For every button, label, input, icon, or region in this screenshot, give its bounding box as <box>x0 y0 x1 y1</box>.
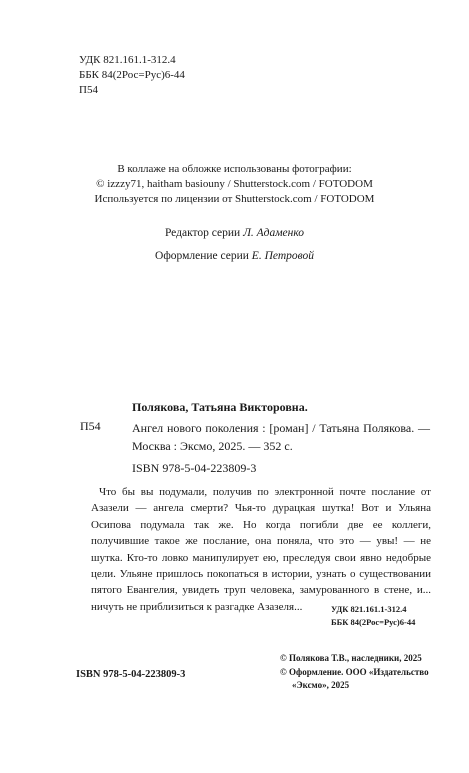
bbk-code: ББК 84(2Рос=Рус)6-44 <box>79 69 185 81</box>
series-design-name: Е. Петровой <box>251 250 314 262</box>
author-mark: П54 <box>79 84 98 96</box>
classification-bottom <box>331 603 415 629</box>
series-editor <box>0 227 469 239</box>
cover-credits-line-1: В коллаже на обложке использованы фотографии: <box>117 163 352 175</box>
record-code: П54 <box>80 419 101 433</box>
cover-credits-line-3: Используется по лицензии от Shutterstock.com / FOTODOM <box>94 193 375 205</box>
classification-block <box>79 53 185 98</box>
copyright-line-2: © Оформление. ООО «Издательство <box>280 666 429 677</box>
isbn-bottom: ISBN 978-5-04-223809-3 <box>76 669 186 680</box>
copyright-block <box>280 652 429 693</box>
series-design-label: Оформление серии <box>155 250 249 262</box>
cover-credits-line-2: © izzzy71, haitham basiouny / Shutterstock.com / FOTODOM <box>96 178 373 190</box>
record-author: Полякова, Татьяна Викторовна. <box>132 400 308 414</box>
copyright-line-1: © Полякова Т.В., наследники, 2025 <box>280 653 422 663</box>
series-editor-label: Редактор серии <box>164 227 241 239</box>
series-design <box>0 250 469 262</box>
cover-credits <box>0 162 469 207</box>
annotation: Что бы вы подумали, получив по электронной почте послание от Азазели — ангела смерти? Чья-то дурацкая шутка! Вот и Ульяна Осипова подумала так же. Но когда погибли две ее коллеги, получившие такое же послание, она поняла, что это — увы! — не шутка. Кто-то ловко манипулирует ею, преследуя свои явно недобрые цели. Ульяне пришлось покопаться в истории, узнать о существовании пятого Евангелия, увидеть труп человека, замурованного в стене, и... ничуть не приблизиться к разгадке Азазеля... <box>91 486 431 613</box>
record-description: Ангел нового поколения : [роман] / Татьяна Полякова. — Москва : Эксмо, 2025. — 352 с. <box>132 421 430 453</box>
series-editor-name: Л. Адаменко <box>243 227 305 239</box>
udk-code: УДК 821.161.1-312.4 <box>79 54 176 66</box>
copyright-line-3: «Эксмо», 2025 <box>292 680 350 690</box>
record-isbn: ISBN 978-5-04-223809-3 <box>132 461 257 475</box>
udk-code-bottom: УДК 821.161.1-312.4 <box>331 604 407 614</box>
bbk-code-bottom: ББК 84(2Рос=Рус)6-44 <box>331 617 416 627</box>
